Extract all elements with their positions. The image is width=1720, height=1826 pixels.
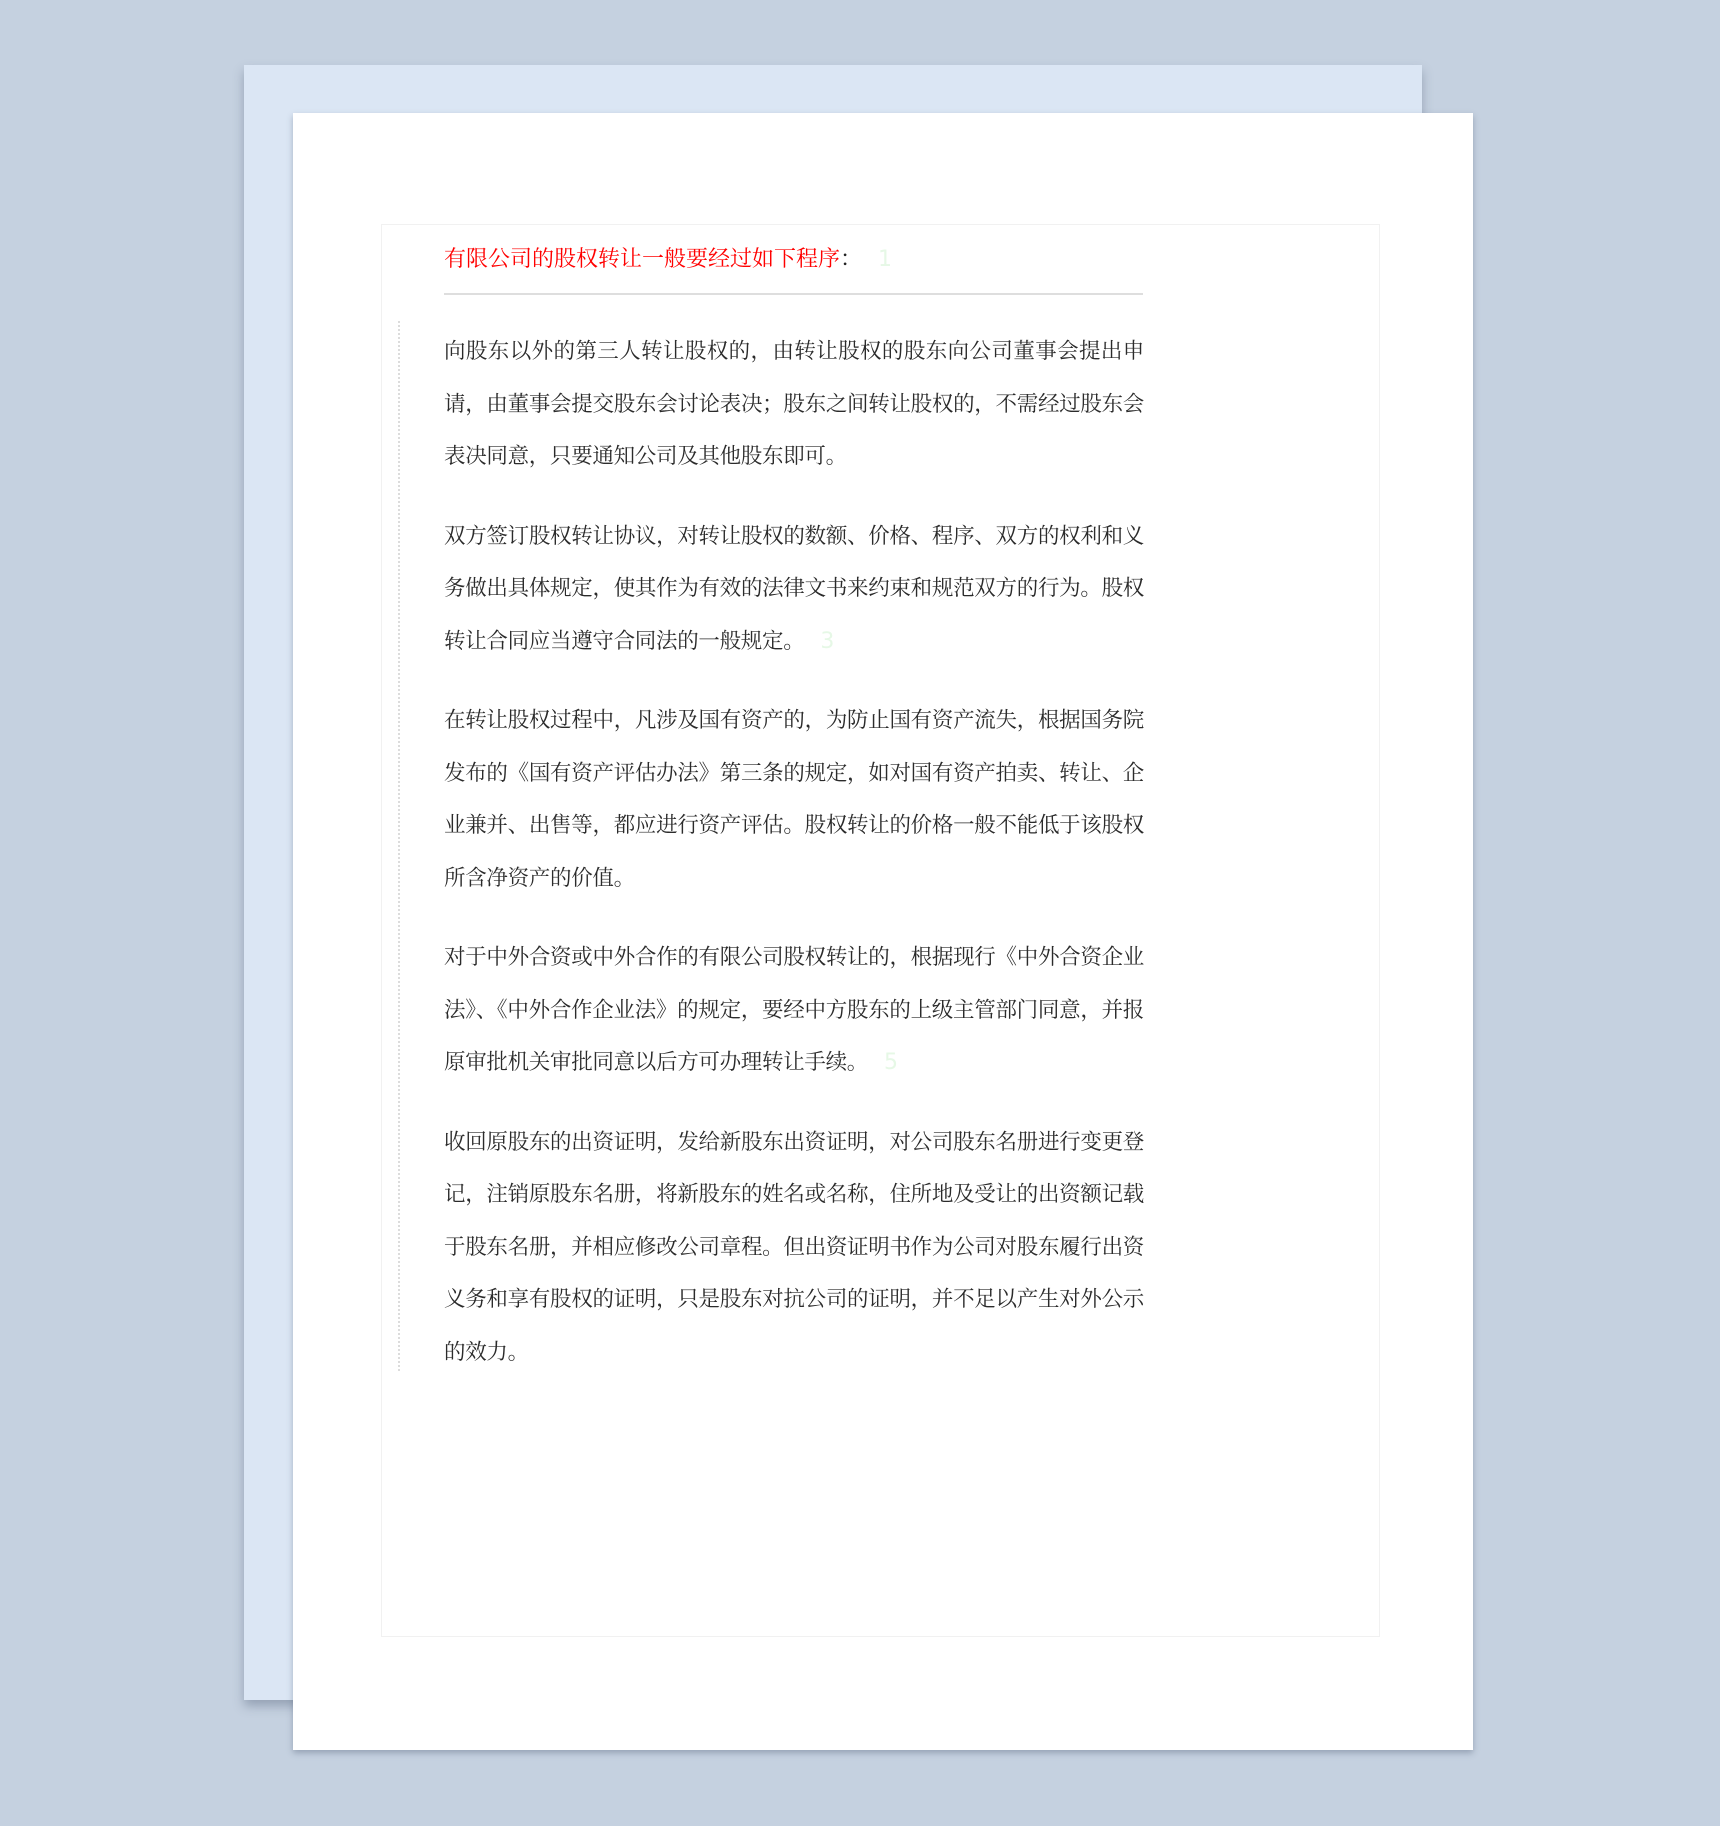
document-heading — [444, 238, 1143, 282]
heading-text: 有限公司的股权转让一般要经过如下程序 — [444, 247, 841, 272]
paragraph-step-1 — [444, 326, 1144, 484]
dotted-margin-rule — [398, 321, 400, 1371]
document-body — [444, 326, 1144, 1406]
front-page-sheet — [293, 113, 1473, 1750]
paragraph-text: 对于中外合资或中外合作的有限公司股权转让的，根据现行《中外合资企业法》、《中外合作企业法》的规定，要经中方股东的上级主管部门同意，并报原审批机关审批同意以后方可办理转让手续。 — [444, 945, 1144, 1075]
footnote-marker: 5 — [884, 1050, 898, 1075]
paragraph-text: 收回原股东的出资证明，发给新股东出资证明，对公司股东名册进行变更登记，注销原股东名册，将新股东的姓名或名称，住所地及受让的出资额记载于股东名册，并相应修改公司章程。但出资证明书作为公司对股东履行出资义务和享有股权的证明，只是股东对抗公司的证明，并不足以产生对外公示的效力。 — [444, 1129, 1144, 1365]
heading-colon: ： — [840, 247, 863, 272]
paragraph-text: 向股东以外的第三人转让股权的，由转让股权的股东向公司董事会提出申请，由董事会提交股东会讨论表决；股东之间转让股权的，不需经过股东会表决同意，只要通知公司及其他股东即可。 — [444, 339, 1144, 469]
footnote-marker: 1 — [878, 247, 893, 272]
heading-divider — [444, 293, 1143, 295]
paragraph-step-5 — [444, 1117, 1144, 1380]
footnote-marker: 3 — [820, 628, 835, 654]
paragraph-step-2 — [444, 511, 1144, 669]
paragraph-text: 在转让股权过程中，凡涉及国有资产的，为防止国有资产流失，根据国务院发布的《国有资产评估办法》第三条的规定，如对国有资产拍卖、转让、企业兼并、出售等，都应进行资产评估。股权转让的价格一般不能低于该股权所含净资产的价值。 — [444, 708, 1144, 891]
paragraph-step-3 — [444, 695, 1144, 905]
paragraph-text: 双方签订股权转让协议，对转让股权的数额、价格、程序、双方的权利和义务做出具体规定，使其作为有效的法律文书来约束和规范双方的行为。股权转让合同应当遵守合同法的一般规定。 — [444, 523, 1144, 654]
paragraph-step-4 — [444, 932, 1144, 1090]
